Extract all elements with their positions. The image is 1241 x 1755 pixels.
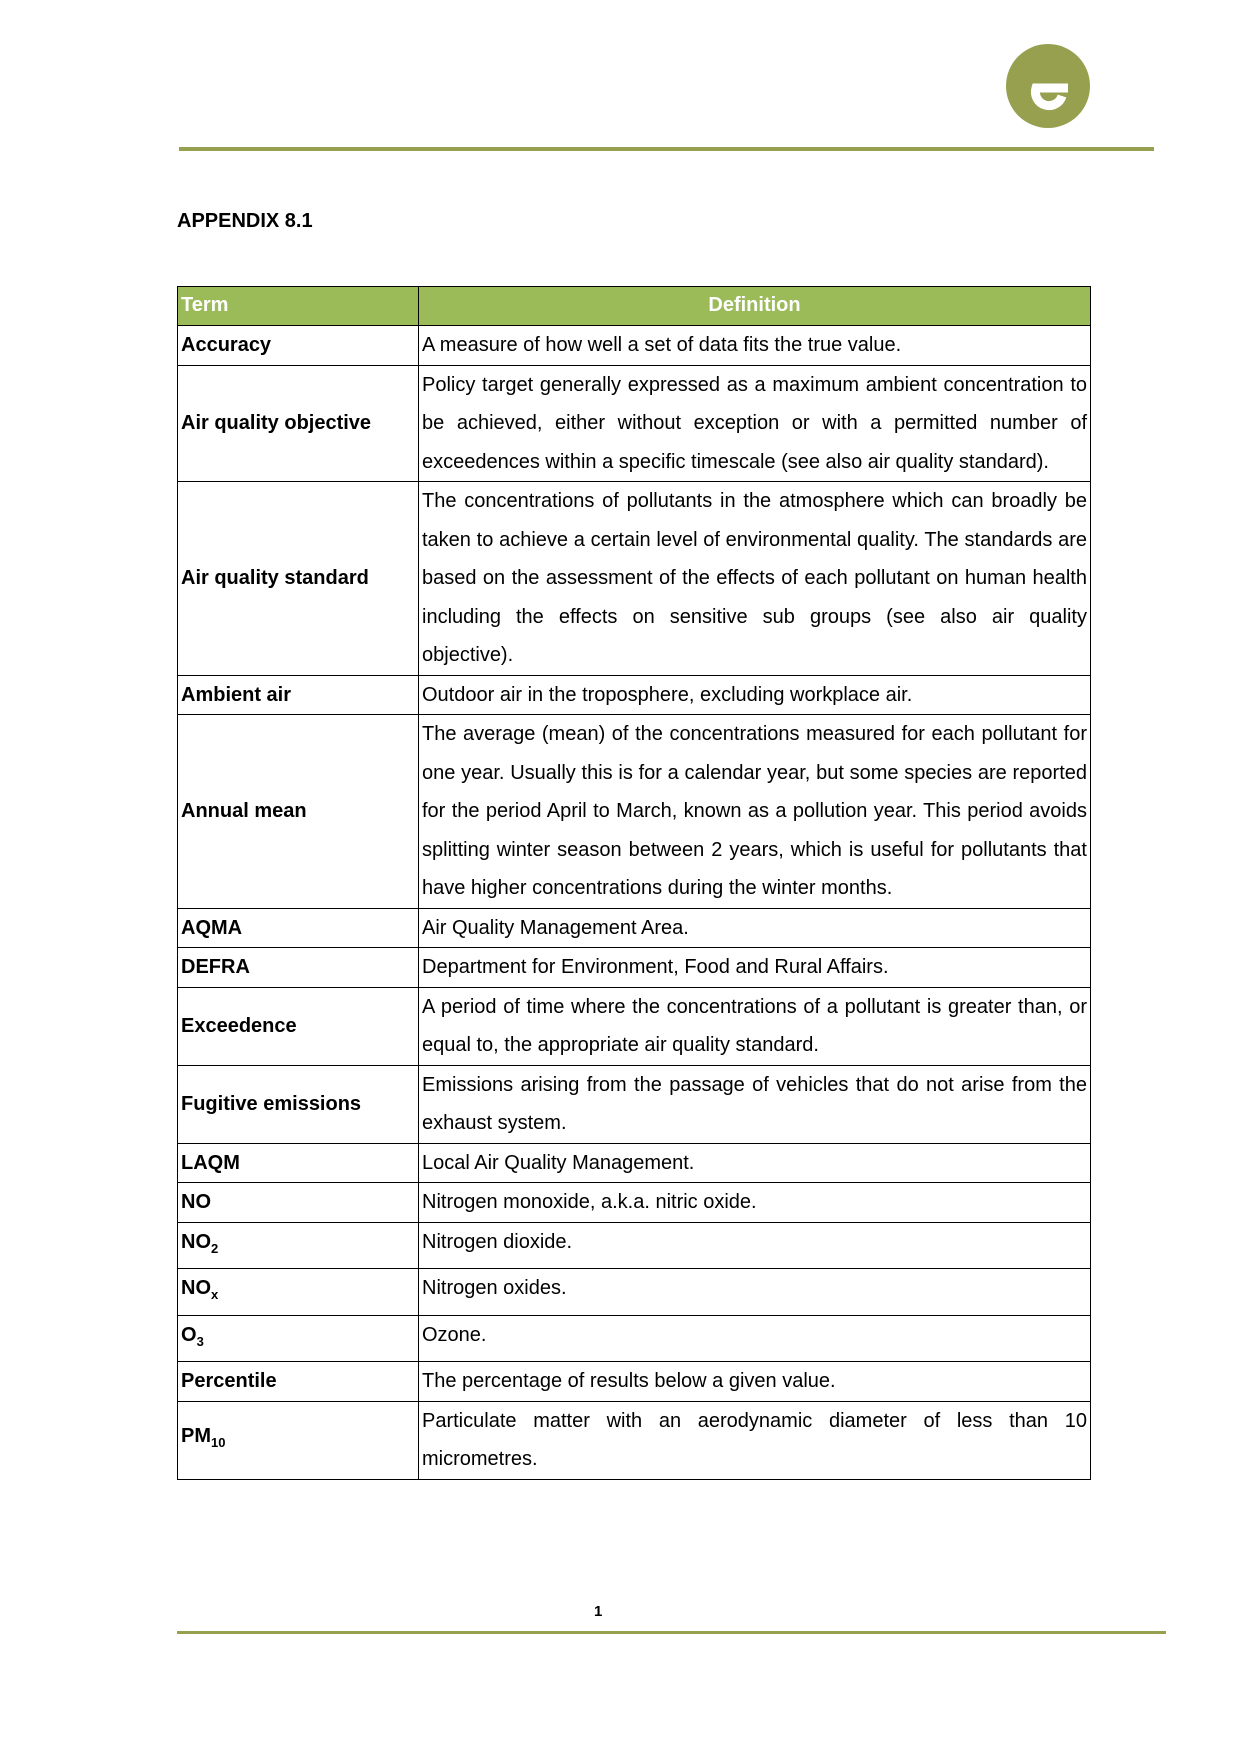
term-cell [178, 1401, 419, 1479]
table-row [178, 1362, 1091, 1402]
table-row [178, 987, 1091, 1065]
definition-cell: A measure of how well a set of data fits the true value. [419, 326, 1091, 366]
term-text: PM [181, 1425, 211, 1448]
term-text: O [181, 1323, 197, 1346]
term-cell [178, 1315, 419, 1362]
column-header-term: Term [178, 287, 419, 326]
term-subscript: 10 [211, 1435, 226, 1451]
definition-cell: Air Quality Management Area. [419, 908, 1091, 948]
header-rule [179, 147, 1154, 151]
table-row [178, 1315, 1091, 1362]
term-text: NO [181, 1277, 211, 1299]
definition-cell: Emissions arising from the passage of vehicles that do not arise from the exhaust system. [419, 1065, 1091, 1143]
term-text: Air quality objective [181, 412, 372, 434]
term-cell [178, 1143, 419, 1183]
definition-cell: Policy target generally expressed as a maximum ambient concentration to be achieved, either without exception or with a permitted number of exceedences within a specific timescale (see also air quality standard). [419, 365, 1091, 482]
definition-cell: Nitrogen dioxide. [419, 1222, 1091, 1269]
term-cell [178, 1183, 419, 1223]
term-text: AQMA [181, 916, 243, 939]
definition-cell: Nitrogen oxides. [419, 1269, 1091, 1316]
term-cell [178, 948, 419, 988]
table-row [178, 1269, 1091, 1316]
definition-cell: The average (mean) of the concentrations measured for each pollutant for one year. Usually this is for a calendar year, but some species are reported for the period April to March, known as a pollution year. This period avoids splitting winter season between 2 years, which is useful for pollutants that have higher concentrations during the winter months. [419, 715, 1091, 909]
definition-cell: The concentrations of pollutants in the atmosphere which can broadly be taken to achieve a certain level of environmental quality. The standards are based on the assessment of the effects of each pollutant on human health including the effects on sensitive sub groups (see also air quality objective). [419, 482, 1091, 676]
definition-cell: Local Air Quality Management. [419, 1143, 1091, 1183]
definition-cell: Department for Environment, Food and Rural Affairs. [419, 948, 1091, 988]
table-row [178, 675, 1091, 715]
term-text: Accuracy [181, 334, 272, 356]
definition-cell: Particulate matter with an aerodynamic diameter of less than 10 micrometres. [419, 1401, 1091, 1479]
term-subscript: x [211, 1287, 219, 1302]
term-cell [178, 715, 419, 909]
term-text: Percentile [181, 1370, 277, 1392]
definition-cell: Outdoor air in the troposphere, excluding workplace air. [419, 675, 1091, 715]
table-row [178, 482, 1091, 676]
footer-rule [177, 1631, 1166, 1634]
term-text: Ambient air [181, 683, 292, 706]
term-subscript: 3 [196, 1333, 204, 1349]
term-subscript: 2 [211, 1240, 219, 1256]
term-text: NO [181, 1191, 211, 1213]
table-row [178, 1183, 1091, 1223]
term-cell [178, 326, 419, 366]
term-cell [178, 1065, 419, 1143]
table-row [178, 1065, 1091, 1143]
glossary-table [177, 286, 1091, 1480]
term-text: Annual mean [181, 800, 307, 822]
term-cell [178, 908, 419, 948]
table-row [178, 1143, 1091, 1183]
term-cell [178, 482, 419, 676]
term-cell [178, 1362, 419, 1402]
column-header-definition: Definition [419, 287, 1091, 326]
term-cell [178, 675, 419, 715]
term-text: LAQM [181, 1151, 240, 1174]
table-row [178, 908, 1091, 948]
table-row [178, 715, 1091, 909]
term-text: NO [181, 1230, 211, 1253]
term-cell [178, 987, 419, 1065]
definition-cell: Nitrogen monoxide, a.k.a. nitric oxide. [419, 1183, 1091, 1223]
table-row [178, 948, 1091, 988]
term-text: Fugitive emissions [181, 1092, 362, 1115]
term-text: Air quality standard [181, 567, 369, 589]
appendix-title: APPENDIX 8.1 [177, 210, 313, 232]
definition-cell: Ozone. [419, 1315, 1091, 1362]
term-text: DEFRA [181, 956, 250, 978]
definition-cell: A period of time where the concentrations of a pollutant is greater than, or equal to, the appropriate air quality standard. [419, 987, 1091, 1065]
definition-cell: The percentage of results below a given value. [419, 1362, 1091, 1402]
page-number: 1 [594, 1603, 603, 1620]
table-row [178, 1222, 1091, 1269]
term-cell [178, 1222, 419, 1269]
term-text: Exceedence [181, 1014, 297, 1037]
table-row [178, 1401, 1091, 1479]
table-row [178, 326, 1091, 366]
term-cell [178, 365, 419, 482]
company-logo-icon [1006, 44, 1090, 128]
table-row [178, 365, 1091, 482]
term-cell [178, 1269, 419, 1316]
